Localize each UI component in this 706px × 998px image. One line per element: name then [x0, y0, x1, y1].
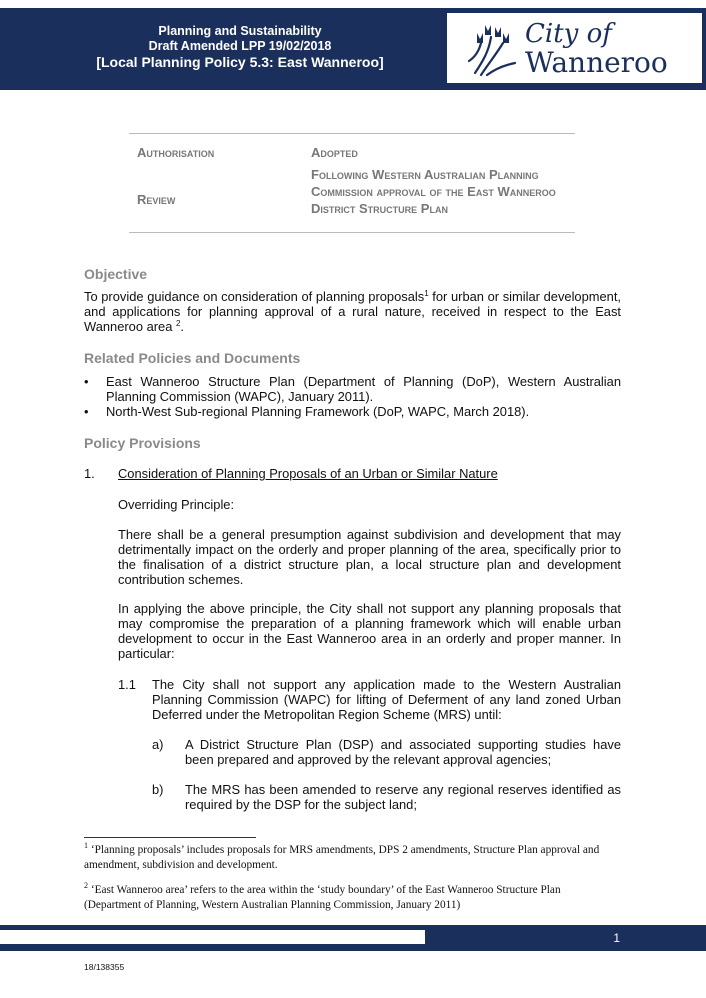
kangaroo-paw-logo-icon: [465, 21, 521, 77]
sub-sub-item-label: a): [152, 737, 164, 752]
logo-text-city-of: City of: [525, 19, 612, 49]
footnote: [84, 843, 616, 873]
review-row: [129, 166, 575, 232]
bullet-icon: •: [84, 404, 89, 419]
footnote: [84, 883, 616, 913]
header-policy-title: [Local Planning Policy 5.3: East Wanneroo]: [96, 54, 384, 70]
authorisation-row: [129, 134, 575, 166]
footnote-text: ‘East Wanneroo area’ refers to the area within the ‘study boundary’ of the East Wanneroo Structure Plan (Department of Planning, Western Australian Planning Commission, January 2011): [84, 884, 561, 911]
related-policies-heading: Related Policies and Documents: [84, 350, 301, 366]
footnote-ref-2: 2: [175, 319, 181, 328]
review-label: Review: [137, 192, 176, 207]
list-item: [84, 404, 621, 419]
page-number: 1: [613, 931, 620, 945]
overriding-principle-label: Overriding Principle:: [118, 497, 235, 512]
footnote-mark: 1: [84, 841, 88, 850]
list-item-text: East Wanneroo Structure Plan (Department of Planning (DoP), Western Australian Planning Commission (WAPC), January 2011).: [106, 374, 621, 404]
footer-bar-inset: [0, 930, 425, 944]
city-logo: [447, 13, 702, 83]
bullet-icon: •: [84, 374, 89, 389]
review-value: Following Western Australian Planning Commission approval of the East Wanneroo District Structure Plan: [311, 167, 556, 216]
sub-item-text: The City shall not support any application made to the Western Australian Planning Commission (WAPC) for lifting of Deferment of any land zoned Urban Deferred under the Metropolitan Region Scheme (MRS) until:: [152, 677, 621, 722]
related-policies-list: [84, 374, 621, 419]
document-header: [0, 8, 706, 90]
sub-sub-item-label: b): [152, 782, 164, 797]
list-item: [84, 374, 621, 404]
sub-item-number: 1.1: [118, 677, 136, 692]
header-department: Planning and Sustainability: [158, 24, 322, 38]
document-reference: 18/138355: [84, 962, 125, 972]
footnote-mark: 2: [84, 881, 88, 890]
header-title-block: [40, 24, 440, 71]
objective-heading: Objective: [84, 266, 148, 282]
footer-bar: [0, 925, 706, 951]
item-title: Consideration of Planning Proposals of an Urban or Similar Nature: [118, 466, 498, 481]
policy-provisions-heading: Policy Provisions: [84, 435, 201, 451]
logo-text-wanneroo: Wanneroo: [525, 46, 668, 79]
applying-principle-paragraph: In applying the above principle, the City shall not support any planning proposals that may compromise the preparation of a planning framework which will enable urban development to occur in the East Wanneroo area in an orderly and proper manner. In particular:: [118, 601, 621, 661]
footnote-ref-1: 1: [424, 289, 429, 298]
sub-sub-item-text: A District Structure Plan (DSP) and associated supporting studies have been prepared and approved by the relevant approval agencies;: [185, 737, 621, 767]
objective-text-part: To provide guidance on consideration of planning proposals: [84, 289, 425, 304]
sub-sub-item-text: The MRS has been amended to reserve any regional reserves identified as required by the DSP for the subject land;: [185, 782, 621, 812]
list-item-text: North-West Sub-regional Planning Framework (DoP, WAPC, March 2018).: [106, 404, 530, 419]
objective-text-part: .: [180, 319, 185, 334]
authorisation-label: Authorisation: [137, 145, 215, 160]
header-draft-version: Draft Amended LPP 19/02/2018: [148, 39, 332, 53]
objective-text: [84, 289, 621, 334]
authorisation-table: [129, 133, 575, 233]
footnote-divider: [84, 837, 256, 838]
footnote-text: ‘Planning proposals’ includes proposals for MRS amendments, DPS 2 amendments, Structure Plan approval and amendment, subdivision and development.: [84, 844, 600, 871]
authorisation-value: Adopted: [311, 145, 358, 160]
item-number: 1.: [84, 466, 95, 481]
overriding-principle-paragraph: There shall be a general presumption against subdivision and development that may detrimentally impact on the orderly and proper planning of the area, specifically prior to the finalisation of a district structure plan, a local structure plan and development contribution schemes.: [118, 527, 621, 587]
objective-text-part: for urban or similar development, and applications for planning approval of a rural nature, received in respect to the East Wanneroo area: [84, 289, 622, 334]
